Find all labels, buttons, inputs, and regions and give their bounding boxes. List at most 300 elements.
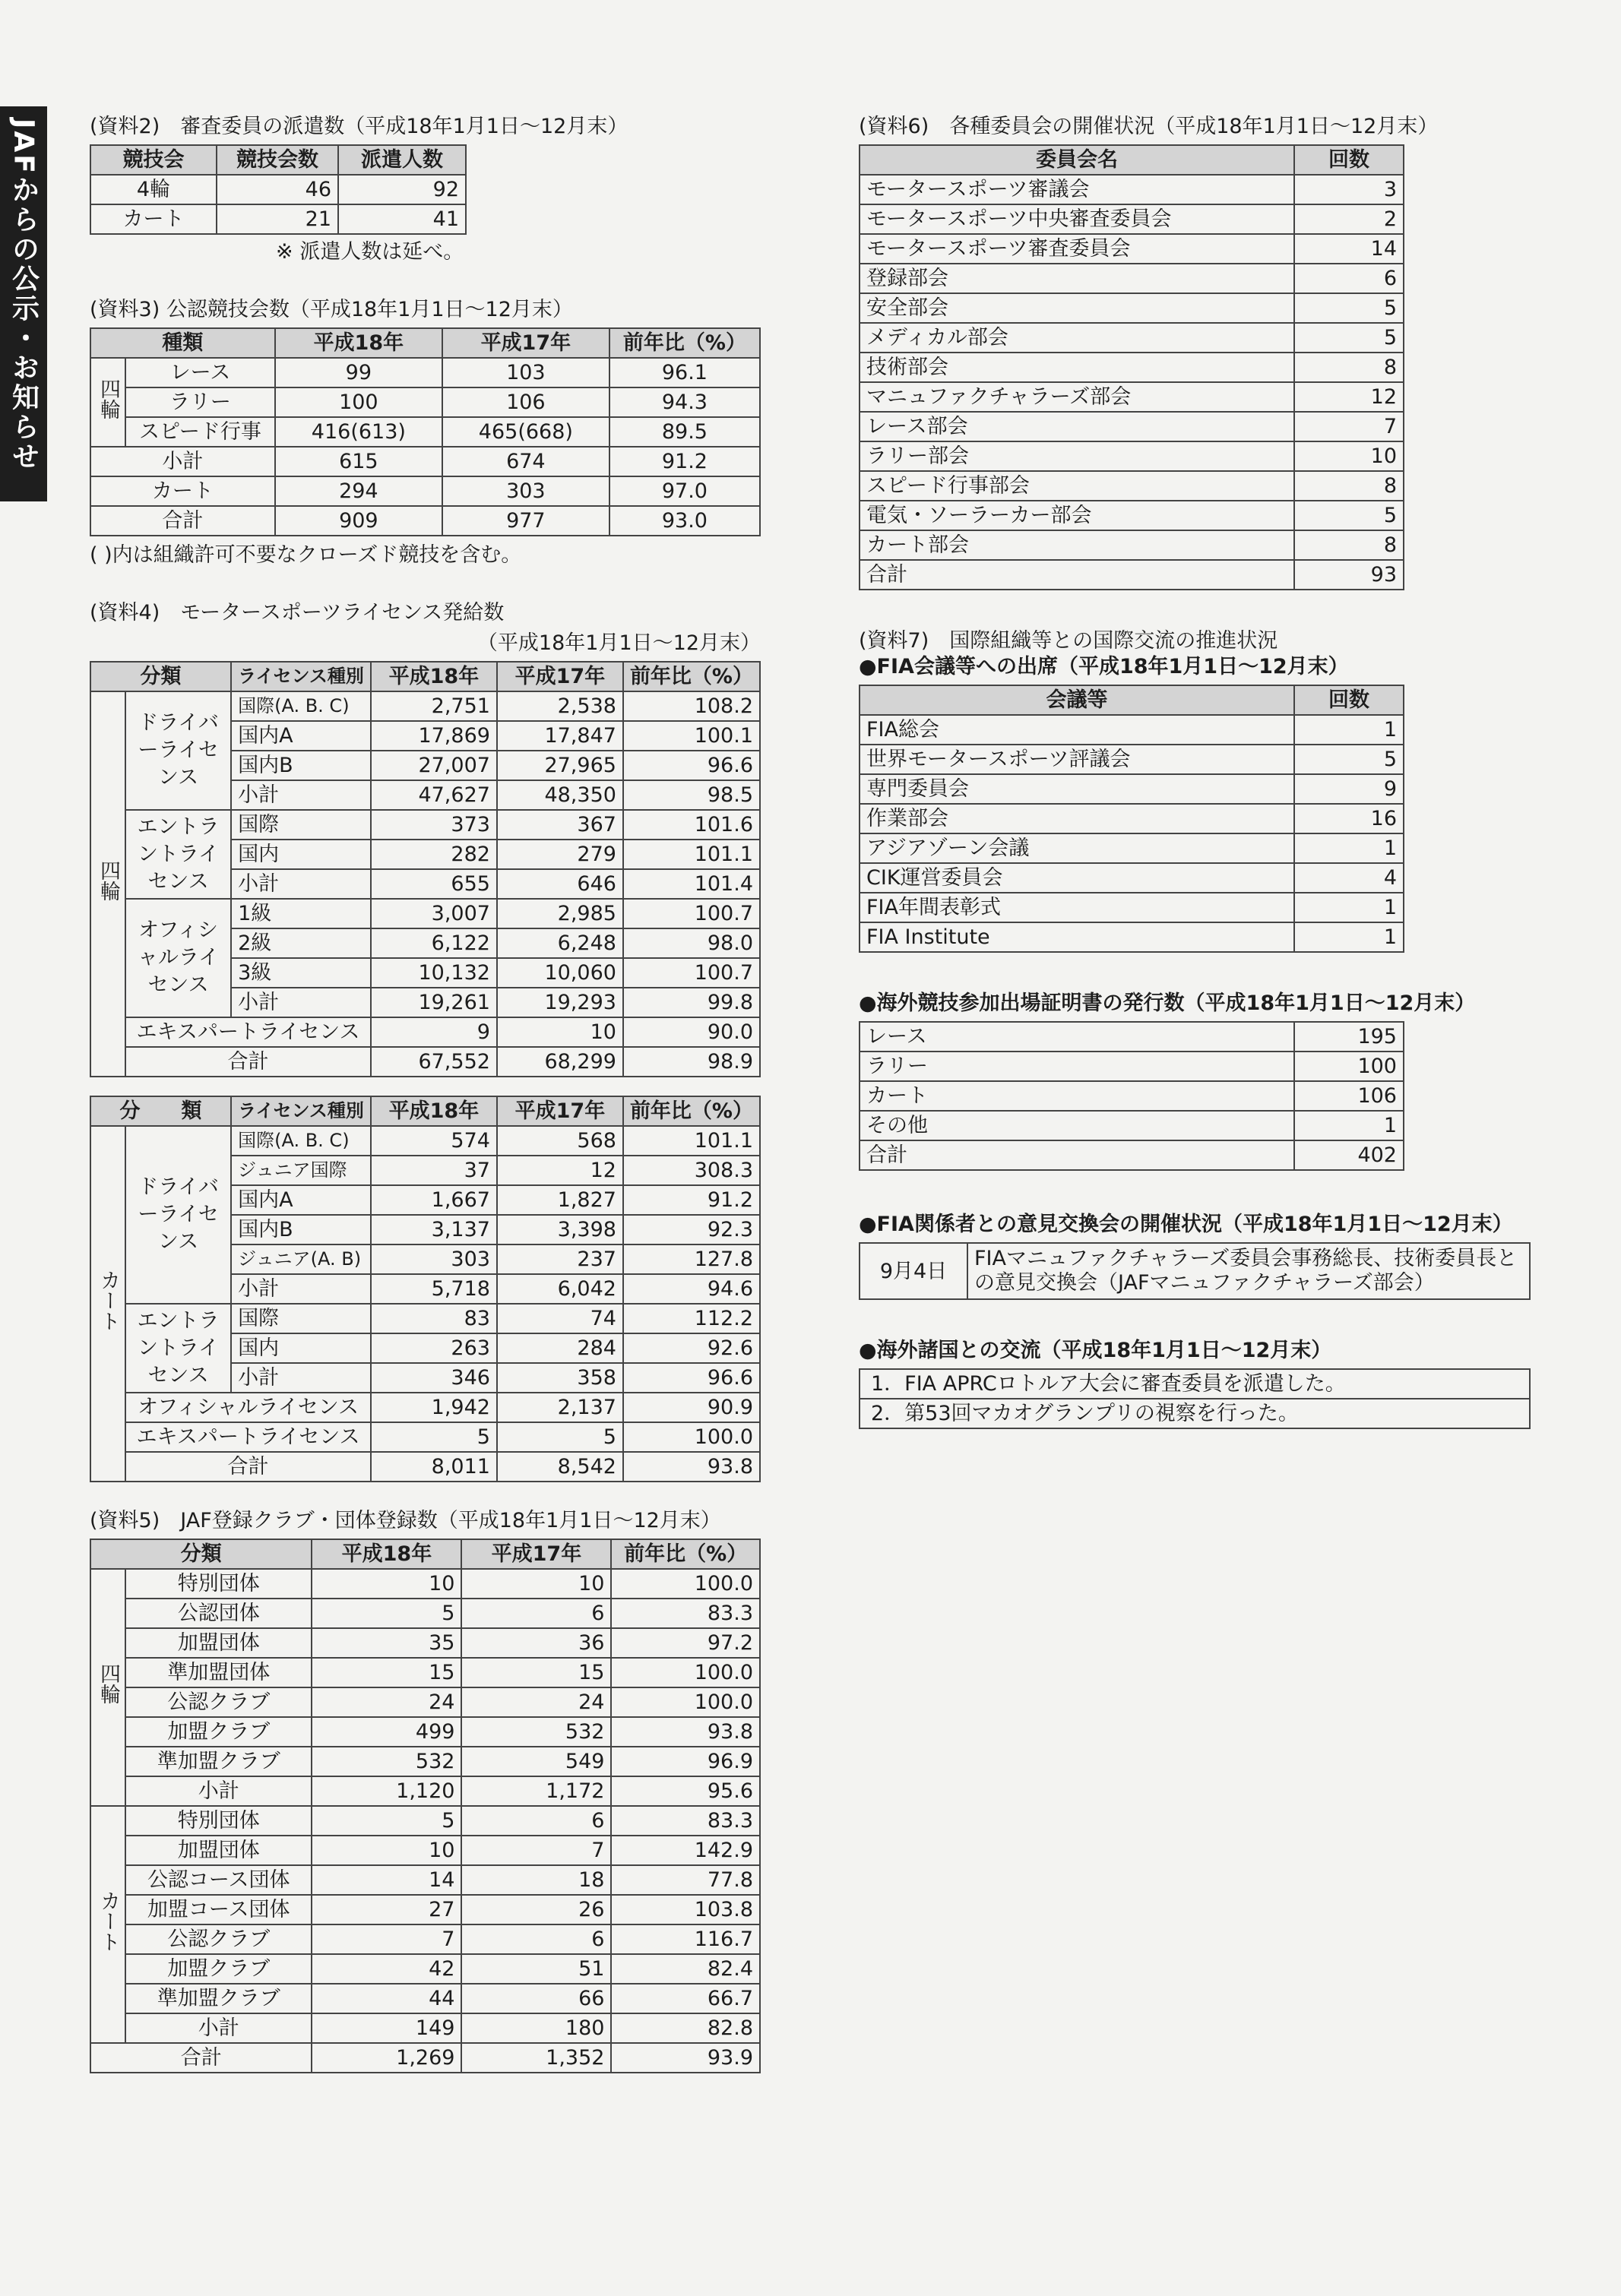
table-row [90, 2013, 760, 2043]
s5-cell: 82.8 [611, 2013, 760, 2043]
table-row [860, 234, 1404, 264]
s6-cell: 8 [1294, 530, 1404, 560]
s5-cell: 小計 [125, 1776, 312, 1806]
s5-cell: 100.0 [611, 1658, 760, 1687]
s4-cell: 合計 [125, 1047, 371, 1077]
s4b-cell: エキスパートライセンス [125, 1422, 371, 1452]
s3-header: 種類 [90, 328, 275, 358]
s4-cell: 279 [497, 840, 623, 869]
table-row [860, 893, 1404, 922]
s5-cell: 10 [461, 1569, 611, 1599]
s5-cell: 82.4 [611, 1954, 760, 1984]
table-row [90, 1422, 760, 1452]
s6-table [859, 144, 1404, 590]
s7-sub3: ●FIA関係者との意見交換会の開催状況（平成18年1月1日〜12月末） [859, 1213, 1513, 1236]
s4b-cell: 5 [371, 1422, 497, 1452]
s4b-cell: 358 [497, 1363, 623, 1393]
s5-cell: 42 [312, 1954, 461, 1984]
table-row [90, 417, 760, 447]
s5-table [90, 1539, 761, 2073]
s6-cell: モータースポーツ審査委員会 [860, 234, 1294, 264]
s4-period: （平成18年1月1日〜12月末） [476, 631, 761, 655]
s6-cell: スピード行事部会 [860, 471, 1294, 501]
s4-cell: 3級 [231, 958, 371, 988]
s7-cell: 世界モータースポーツ評議会 [860, 745, 1294, 774]
s4-cell: 19,293 [497, 988, 623, 1017]
s2-header: 競技会数 [217, 145, 338, 175]
s7-meeting-table [859, 1242, 1531, 1300]
s5-group1-label: 四輪 [97, 1663, 120, 1704]
s4b-cell: 5 [497, 1422, 623, 1452]
s5-cell: 準加盟団体 [125, 1658, 312, 1687]
s5-cell: 116.7 [611, 1924, 760, 1954]
s7-cell: FIA総会 [860, 715, 1294, 745]
s4-driver-group: ドライバーライセンス [125, 691, 231, 810]
s5-cell: 93.9 [611, 2043, 760, 2073]
s5-cell: 特別団体 [125, 1806, 312, 1836]
s5-cell: 499 [312, 1717, 461, 1747]
s4-cell: 655 [371, 869, 497, 899]
s5-cell: 96.9 [611, 1747, 760, 1776]
table-row [90, 358, 760, 387]
s6-cell: 2 [1294, 204, 1404, 234]
s2-header: 派遣人数 [338, 145, 466, 175]
s5-header: 平成17年 [461, 1539, 611, 1569]
s4b-cell: 263 [371, 1333, 497, 1363]
right-column [859, 114, 1543, 1429]
s3-header: 平成17年 [442, 328, 609, 358]
s3-cell: 977 [442, 506, 609, 536]
s3-cell: 294 [275, 476, 442, 506]
s4b-cell: 小計 [231, 1363, 371, 1393]
table-row [860, 804, 1404, 833]
table-row [860, 293, 1404, 323]
s7-sub1: ●FIA会議等への出席（平成18年1月1日〜12月末） [859, 655, 1349, 678]
s4-cell: 国内A [231, 721, 371, 751]
s4-cell: 100.7 [623, 958, 760, 988]
s5-cell: 加盟団体 [125, 1836, 312, 1865]
s4b-cell: 国内A [231, 1185, 371, 1215]
s4b-cell: 小計 [231, 1274, 371, 1304]
s5-cell: 1,352 [461, 2043, 611, 2073]
s4-cell: 646 [497, 869, 623, 899]
s6-cell: 3 [1294, 175, 1404, 204]
s4b-cell: 1,827 [497, 1185, 623, 1215]
s5-cell: 149 [312, 2013, 461, 2043]
s5-cell: 加盟クラブ [125, 1717, 312, 1747]
s3-cell: 96.1 [609, 358, 760, 387]
s5-cell: 66.7 [611, 1984, 760, 2013]
s4-title: (資料4) モータースポーツライセンス発給数 [90, 601, 505, 625]
s7-cert-cell: 1 [1294, 1111, 1404, 1140]
s4b-cell: 8,542 [497, 1452, 623, 1482]
s4b-cell: 12 [497, 1156, 623, 1185]
s3-cell: ラリー [125, 387, 275, 417]
table-row [860, 382, 1404, 412]
table-row [860, 1081, 1404, 1111]
s7-cell: 9 [1294, 774, 1404, 804]
s4b-cell: 112.2 [623, 1304, 760, 1333]
s3-group-cell [90, 358, 125, 447]
s4b-cell: オフィシャルライセンス [125, 1393, 371, 1422]
s4-cell: 小計 [231, 780, 371, 810]
s4-cell: 98.0 [623, 928, 760, 958]
s5-cell: 公認クラブ [125, 1924, 312, 1954]
s4-header: 平成17年 [497, 662, 623, 691]
s3-cell: 93.0 [609, 506, 760, 536]
s5-cell: 36 [461, 1628, 611, 1658]
s5-cell: 1,120 [312, 1776, 461, 1806]
s5-cell: 27 [312, 1895, 461, 1924]
s7-cell: 専門委員会 [860, 774, 1294, 804]
s5-cell: 180 [461, 2013, 611, 2043]
table-row [90, 506, 760, 536]
s6-cell: カート部会 [860, 530, 1294, 560]
s4-cell: 100.7 [623, 899, 760, 928]
table-row [860, 471, 1404, 501]
s7-cell: FIA Institute [860, 922, 1294, 952]
s5-cell: 15 [461, 1658, 611, 1687]
s5-cell: 準加盟クラブ [125, 1984, 312, 2013]
s4b-cell: 568 [497, 1126, 623, 1156]
s7-cert-cell: その他 [860, 1111, 1294, 1140]
s4b-cell: 96.6 [623, 1363, 760, 1393]
s3-header: 平成18年 [275, 328, 442, 358]
s4-cell: 367 [497, 810, 623, 840]
table-row [90, 1717, 760, 1747]
s4-header: 前年比（%） [623, 662, 760, 691]
s4b-group-label: カート [97, 1269, 120, 1331]
s4b-cell: 国内 [231, 1333, 371, 1363]
s4-cell: 27,007 [371, 751, 497, 780]
s4-cell: 67,552 [371, 1047, 497, 1077]
s4b-cell: 3,137 [371, 1215, 497, 1244]
s4-cell: 国際 [231, 810, 371, 840]
s7-cert-cell: レース [860, 1022, 1294, 1052]
s4-cell: 6,248 [497, 928, 623, 958]
table-row [860, 501, 1404, 530]
s6-cell: 10 [1294, 441, 1404, 471]
table-row [90, 1126, 760, 1156]
s3-cell: 合計 [90, 506, 275, 536]
s4-cell: 2,985 [497, 899, 623, 928]
s4b-cell: 308.3 [623, 1156, 760, 1185]
s4b-cell: 8,011 [371, 1452, 497, 1482]
s5-cell: 24 [312, 1687, 461, 1717]
table-row [90, 1658, 760, 1687]
s4b-cell: 101.1 [623, 1126, 760, 1156]
s7-cert-cell: 合計 [860, 1140, 1294, 1170]
s7-cell: 1 [1294, 922, 1404, 952]
table-row [860, 774, 1404, 804]
s4-header: ライセンス種別 [231, 662, 371, 691]
s7-cert-cell: 195 [1294, 1022, 1404, 1052]
s6-cell: 12 [1294, 382, 1404, 412]
table-row [860, 745, 1404, 774]
s5-cell: 142.9 [611, 1836, 760, 1865]
s7-cell: 5 [1294, 745, 1404, 774]
s4-cell: 国際(A. B. C) [231, 691, 371, 721]
table-row [860, 1399, 1530, 1428]
s3-cell: 465(668) [442, 417, 609, 447]
s5-cell: 100.0 [611, 1687, 760, 1717]
s4-cell: 17,869 [371, 721, 497, 751]
table-row [860, 1369, 1530, 1399]
table-row [90, 899, 760, 928]
s4b-cell: 国際 [231, 1304, 371, 1333]
s4b-cell: ジュニア(A. B) [231, 1244, 371, 1274]
s4-cell: 101.6 [623, 810, 760, 840]
s4-header: 平成18年 [371, 662, 497, 691]
s6-cell: 14 [1294, 234, 1404, 264]
s4b-cell: 国際(A. B. C) [231, 1126, 371, 1156]
s4b-cell: 74 [497, 1304, 623, 1333]
s3-cell: 615 [275, 447, 442, 476]
s5-group2-label: カート [97, 1890, 120, 1952]
s4-cell: 9 [371, 1017, 497, 1047]
table-row [860, 441, 1404, 471]
s4-cell: 2,751 [371, 691, 497, 721]
s3-cell: 674 [442, 447, 609, 476]
s4-cell: 1級 [231, 899, 371, 928]
table-row [860, 833, 1404, 863]
s5-cell: 14 [312, 1865, 461, 1895]
table-row [90, 1836, 760, 1865]
table-row [90, 1984, 760, 2013]
s5-cell: 66 [461, 1984, 611, 2013]
s3-cell: 89.5 [609, 417, 760, 447]
s6-cell: 8 [1294, 353, 1404, 382]
s2-cell: 4輪 [90, 175, 217, 204]
s4-cell: 47,627 [371, 780, 497, 810]
table-row [860, 204, 1404, 234]
s4b-cell: 346 [371, 1363, 497, 1393]
s6-cell: 7 [1294, 412, 1404, 441]
s4b-cell: 2,137 [497, 1393, 623, 1422]
s7-cert-table [859, 1021, 1404, 1171]
table-row [860, 560, 1404, 590]
s5-header: 分類 [90, 1539, 312, 1569]
s5-cell: 549 [461, 1747, 611, 1776]
s4-cell: 48,350 [497, 780, 623, 810]
table-row [860, 1052, 1404, 1081]
s4-cell: エキスパートライセンス [125, 1017, 371, 1047]
s4-cell: 2,538 [497, 691, 623, 721]
s6-cell: 5 [1294, 501, 1404, 530]
s4-cell: 小計 [231, 869, 371, 899]
table-row [90, 1776, 760, 1806]
s6-header: 回数 [1294, 145, 1404, 175]
s6-cell: 5 [1294, 293, 1404, 323]
s5-cell: 51 [461, 1954, 611, 1984]
s4b-cell: 6,042 [497, 1274, 623, 1304]
s5-cell: 6 [461, 1806, 611, 1836]
meeting-date: 9月4日 [860, 1243, 967, 1299]
s6-cell: マニュファクチャラーズ部会 [860, 382, 1294, 412]
s3-group-label: 四輪 [97, 378, 120, 419]
s5-cell: 公認クラブ [125, 1687, 312, 1717]
table-row [90, 476, 760, 506]
s4b-cell: ジュニア国際 [231, 1156, 371, 1185]
s4b-cell: 37 [371, 1156, 497, 1185]
s4b-cell: 83 [371, 1304, 497, 1333]
s5-cell: 26 [461, 1895, 611, 1924]
s4b-cell: 1,942 [371, 1393, 497, 1422]
table-row [860, 1022, 1404, 1052]
table-row [90, 1017, 760, 1047]
table-row [90, 1393, 760, 1422]
s7-cell: アジアゾーン会議 [860, 833, 1294, 863]
s3-cell: レース [125, 358, 275, 387]
s5-cell: 532 [461, 1717, 611, 1747]
s4b-cell: 94.6 [623, 1274, 760, 1304]
table-row [90, 175, 466, 204]
s4b-cell: 90.9 [623, 1393, 760, 1422]
table-row [860, 715, 1404, 745]
s3-header: 前年比（%） [609, 328, 760, 358]
s4b-header: 平成18年 [371, 1096, 497, 1126]
s5-cell: 10 [312, 1836, 461, 1865]
s7-sub4: ●海外諸国との交流（平成18年1月1日〜12月末） [859, 1339, 1332, 1362]
s4-cell: 27,965 [497, 751, 623, 780]
s2-cell: カート [90, 204, 217, 234]
s7-cell: 4 [1294, 863, 1404, 893]
s7-cell: FIA年間表彰式 [860, 893, 1294, 922]
s2-cell: 92 [338, 175, 466, 204]
table-row [90, 1304, 760, 1333]
table-row [860, 863, 1404, 893]
s7-fia-table [859, 685, 1404, 953]
s5-header: 前年比（%） [611, 1539, 760, 1569]
s6-cell: レース部会 [860, 412, 1294, 441]
s6-cell: モータースポーツ中央審査委員会 [860, 204, 1294, 234]
s6-cell: 5 [1294, 323, 1404, 353]
s3-cell: 94.3 [609, 387, 760, 417]
s5-cell: 合計 [90, 2043, 312, 2073]
s7-exchange-table [859, 1368, 1531, 1429]
s4b-cell: 93.8 [623, 1452, 760, 1482]
s6-cell: 6 [1294, 264, 1404, 293]
s4-group-label: 四輪 [97, 859, 120, 901]
s5-cell: 103.8 [611, 1895, 760, 1924]
s7-title: (資料7) 国際組織等との国際交流の推進状況 [859, 629, 1278, 653]
s3-cell: 99 [275, 358, 442, 387]
table-row [90, 691, 760, 721]
table-row [860, 530, 1404, 560]
s7-cell: 1 [1294, 893, 1404, 922]
s4-cell: 国内B [231, 751, 371, 780]
s4-header: 分類 [90, 662, 231, 691]
s4b-cell: 92.3 [623, 1215, 760, 1244]
s4-cell: 2級 [231, 928, 371, 958]
s6-cell: 8 [1294, 471, 1404, 501]
s6-cell: メディカル部会 [860, 323, 1294, 353]
s4b-cell: 国内B [231, 1215, 371, 1244]
s5-cell: 10 [312, 1569, 461, 1599]
s3-cell: 91.2 [609, 447, 760, 476]
table-row [90, 1924, 760, 1954]
s5-cell: 6 [461, 1599, 611, 1628]
s4b-header: 平成17年 [497, 1096, 623, 1126]
s6-cell: 安全部会 [860, 293, 1294, 323]
s4b-header: 分 類 [90, 1096, 231, 1126]
s4-cell: 101.1 [623, 840, 760, 869]
s2-table [90, 144, 467, 235]
s4-cell: 小計 [231, 988, 371, 1017]
s3-cell: 909 [275, 506, 442, 536]
s3-cell: カート [90, 476, 275, 506]
s4-cell: 68,299 [497, 1047, 623, 1077]
table-row [90, 204, 466, 234]
s5-group1-cell [90, 1569, 125, 1806]
s4b-cell: 合計 [125, 1452, 371, 1482]
table-row [90, 1806, 760, 1836]
s4-cell: 10,060 [497, 958, 623, 988]
s5-cell: 24 [461, 1687, 611, 1717]
s4-cell: 101.4 [623, 869, 760, 899]
s3-title: (資料3) 公認競技会数（平成18年1月1日〜12月末） [90, 298, 573, 321]
s5-cell: 93.8 [611, 1717, 760, 1747]
s2-cell: 46 [217, 175, 338, 204]
s5-cell: 7 [461, 1836, 611, 1865]
s4b-cell: 91.2 [623, 1185, 760, 1215]
s2-header: 競技会 [90, 145, 217, 175]
s2-cell: 41 [338, 204, 466, 234]
s4-cell: 10,132 [371, 958, 497, 988]
s5-cell: 15 [312, 1658, 461, 1687]
s5-cell: 18 [461, 1865, 611, 1895]
table-row [90, 1954, 760, 1984]
s4-cell: 98.5 [623, 780, 760, 810]
s5-cell: 83.3 [611, 1599, 760, 1628]
table-row [90, 1047, 760, 1077]
s4b-cell: 3,398 [497, 1215, 623, 1244]
s7-cert-cell: 100 [1294, 1052, 1404, 1081]
s5-cell: 97.2 [611, 1628, 760, 1658]
s7-cell: 1 [1294, 833, 1404, 863]
s7-cell: 16 [1294, 804, 1404, 833]
s4b-driver-group: ドライバーライセンス [125, 1126, 231, 1304]
s5-title: (資料5) JAF登録クラブ・団体登録数（平成18年1月1日〜12月末） [90, 1509, 721, 1532]
s5-group2-cell [90, 1806, 125, 2043]
s2-note: ※ 派遣人数は延べ。 [276, 240, 464, 264]
s5-cell: 公認団体 [125, 1599, 312, 1628]
table-row [860, 412, 1404, 441]
s5-cell: 小計 [125, 2013, 312, 2043]
table-row [90, 1895, 760, 1924]
s5-cell: 特別団体 [125, 1569, 312, 1599]
s6-title: (資料6) 各種委員会の開催状況（平成18年1月1日〜12月末） [859, 115, 1439, 138]
table-row [90, 1687, 760, 1717]
s3-cell: スピード行事 [125, 417, 275, 447]
left-column [90, 114, 774, 2073]
table-row [860, 1140, 1404, 1170]
s4-cell: 10 [497, 1017, 623, 1047]
s7-cell: 1 [1294, 715, 1404, 745]
section-side-tab [0, 106, 47, 501]
s4b-table [90, 1096, 761, 1482]
s4-cell: 98.9 [623, 1047, 760, 1077]
exchange-item: 1．FIA APRCロトルア大会に審査委員を派遣した。 [860, 1369, 1530, 1399]
s5-cell: 5 [312, 1806, 461, 1836]
table-row [860, 1243, 1530, 1299]
s4-cell: 108.2 [623, 691, 760, 721]
s7-header: 会議等 [860, 685, 1294, 715]
s5-cell: 532 [312, 1747, 461, 1776]
s4-official-group: オフィシャルライセンス [125, 899, 231, 1017]
s3-note: ( )内は組織許可不要なクローズド競技を含む。 [90, 543, 522, 567]
s4b-header: 前年比（%） [623, 1096, 760, 1126]
